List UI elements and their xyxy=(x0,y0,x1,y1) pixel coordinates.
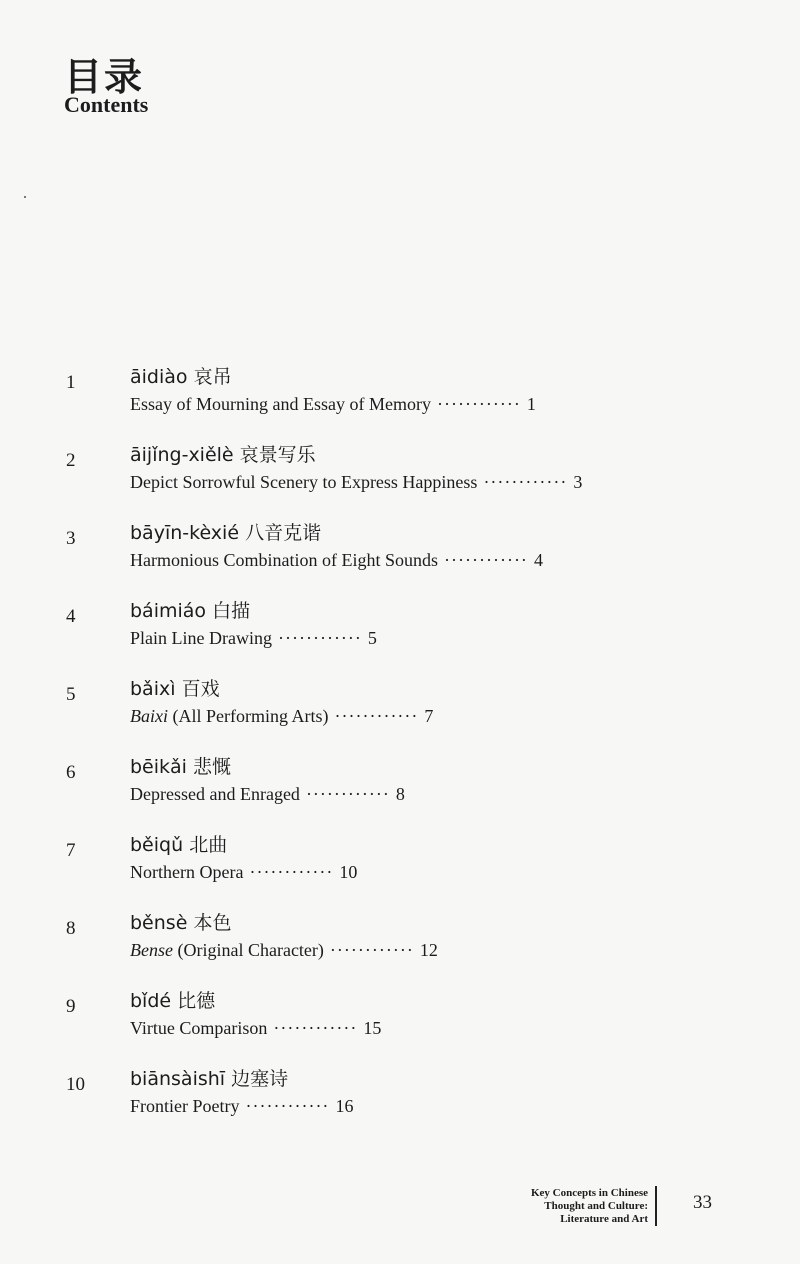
entry-heading xyxy=(130,596,250,623)
entry-title: Virtue Comparison xyxy=(130,1018,268,1038)
entry-pinyin: biānsàishī xyxy=(130,1068,226,1090)
entry-hanzi: 本色 xyxy=(193,912,232,934)
entry-subtitle xyxy=(130,394,536,415)
entry-title: Depressed and Enraged xyxy=(130,784,300,804)
entry-pinyin: āijǐng-xiělè xyxy=(130,444,234,466)
leader-dots: ············ xyxy=(444,550,528,570)
toc-entry[interactable] xyxy=(0,908,800,968)
entry-number: 7 xyxy=(66,840,76,861)
entry-pinyin: běiqǔ xyxy=(130,834,184,856)
page-title-chinese: 目录 xyxy=(64,55,145,99)
entry-hanzi: 八音克谐 xyxy=(245,522,322,544)
toc-entry[interactable] xyxy=(0,830,800,890)
entry-heading xyxy=(130,1064,288,1091)
entry-title-italic: Bense xyxy=(130,940,173,960)
entry-page: 5 xyxy=(367,628,377,648)
entry-page: 16 xyxy=(335,1096,354,1116)
leader-dots: ············ xyxy=(277,628,362,648)
entry-hanzi: 白描 xyxy=(212,600,251,622)
entry-number: 10 xyxy=(66,1074,85,1095)
entry-page: 1 xyxy=(526,394,536,414)
entry-hanzi: 哀景写乐 xyxy=(239,444,316,466)
entry-heading xyxy=(130,518,321,545)
entry-title: Harmonious Combination of Eight Sounds xyxy=(130,550,438,570)
entry-number: 3 xyxy=(66,528,76,549)
entry-pinyin: bāyīn-kèxié xyxy=(130,522,240,544)
entry-number: 9 xyxy=(66,996,76,1017)
entry-subtitle xyxy=(130,1096,353,1117)
entry-title: Northern Opera xyxy=(130,862,244,882)
leader-dots: ············ xyxy=(329,940,414,960)
toc-entry[interactable] xyxy=(0,752,800,812)
entry-heading xyxy=(130,986,215,1013)
leader-dots: ············ xyxy=(334,706,419,726)
entry-heading xyxy=(130,674,220,701)
footer-line: Key Concepts in Chinese xyxy=(530,1187,648,1199)
entry-heading xyxy=(130,752,231,779)
entry-pinyin: āidiào xyxy=(130,366,188,388)
toc-entry[interactable] xyxy=(0,518,800,578)
leader-dots: ············ xyxy=(305,784,390,804)
entry-page: 7 xyxy=(424,706,434,726)
entry-page: 8 xyxy=(395,784,405,804)
entry-subtitle xyxy=(130,1018,381,1039)
entry-number: 8 xyxy=(66,918,76,939)
entry-subtitle xyxy=(130,472,582,493)
entry-number: 1 xyxy=(66,372,76,393)
toc-entry[interactable] xyxy=(0,596,800,656)
entry-heading xyxy=(130,908,231,935)
entry-title-italic: Baixi xyxy=(130,706,168,726)
entry-number: 2 xyxy=(66,450,76,471)
toc-entry[interactable] xyxy=(0,986,800,1046)
leader-dots: ············ xyxy=(245,1096,330,1116)
toc-entry[interactable] xyxy=(0,440,800,500)
entry-page: 15 xyxy=(363,1018,382,1038)
entry-subtitle xyxy=(130,706,433,727)
entry-pinyin: bǎixì xyxy=(130,678,176,700)
entry-subtitle xyxy=(130,784,405,805)
entry-hanzi: 比德 xyxy=(177,990,216,1012)
entry-number: 6 xyxy=(66,762,76,783)
entry-title: Plain Line Drawing xyxy=(130,628,272,648)
footer-divider xyxy=(655,1186,657,1226)
entry-number: 4 xyxy=(66,606,76,627)
entry-heading xyxy=(130,830,227,857)
entry-page: 12 xyxy=(419,940,438,960)
entry-page: 3 xyxy=(573,472,583,492)
footer-line: Literature and Art xyxy=(560,1213,648,1225)
print-speck xyxy=(24,196,26,198)
entry-pinyin: báimiáo xyxy=(130,600,207,622)
entry-pinyin: bēikǎi xyxy=(130,756,187,778)
entry-page: 4 xyxy=(533,550,543,570)
page-number: 33 xyxy=(693,1192,712,1213)
entry-hanzi: 哀吊 xyxy=(193,366,232,388)
toc-entry[interactable] xyxy=(0,362,800,422)
leader-dots: ············ xyxy=(483,472,568,492)
entry-heading xyxy=(130,362,232,389)
page-title-english: Contents xyxy=(64,92,149,117)
entry-title: Essay of Mourning and Essay of Memory xyxy=(130,394,431,414)
entry-hanzi: 百戏 xyxy=(181,678,220,700)
entry-title-rest: (Original Character) xyxy=(172,940,324,960)
toc-entry[interactable] xyxy=(0,1064,800,1124)
entry-title: Frontier Poetry xyxy=(130,1096,240,1116)
entry-hanzi: 边塞诗 xyxy=(231,1068,289,1090)
running-footer xyxy=(531,1187,648,1226)
entry-page: 10 xyxy=(339,862,358,882)
leader-dots: ············ xyxy=(273,1018,358,1038)
leader-dots: ············ xyxy=(436,394,521,414)
entry-number: 5 xyxy=(66,684,76,705)
entry-subtitle xyxy=(130,862,357,883)
entry-subtitle xyxy=(130,940,438,961)
entry-pinyin: bǐdé xyxy=(130,990,172,1012)
entry-pinyin: běnsè xyxy=(130,912,188,934)
toc-entry[interactable] xyxy=(0,674,800,734)
leader-dots: ············ xyxy=(249,862,334,882)
entry-title: Depict Sorrowful Scenery to Express Happiness xyxy=(130,472,478,492)
entry-subtitle xyxy=(130,550,543,571)
entry-hanzi: 悲慨 xyxy=(193,756,232,778)
entry-heading xyxy=(130,440,316,467)
entry-hanzi: 北曲 xyxy=(189,834,228,856)
footer-line: Thought and Culture: xyxy=(544,1200,648,1212)
entry-title-rest: (All Performing Arts) xyxy=(168,706,329,726)
entry-subtitle xyxy=(130,628,377,649)
